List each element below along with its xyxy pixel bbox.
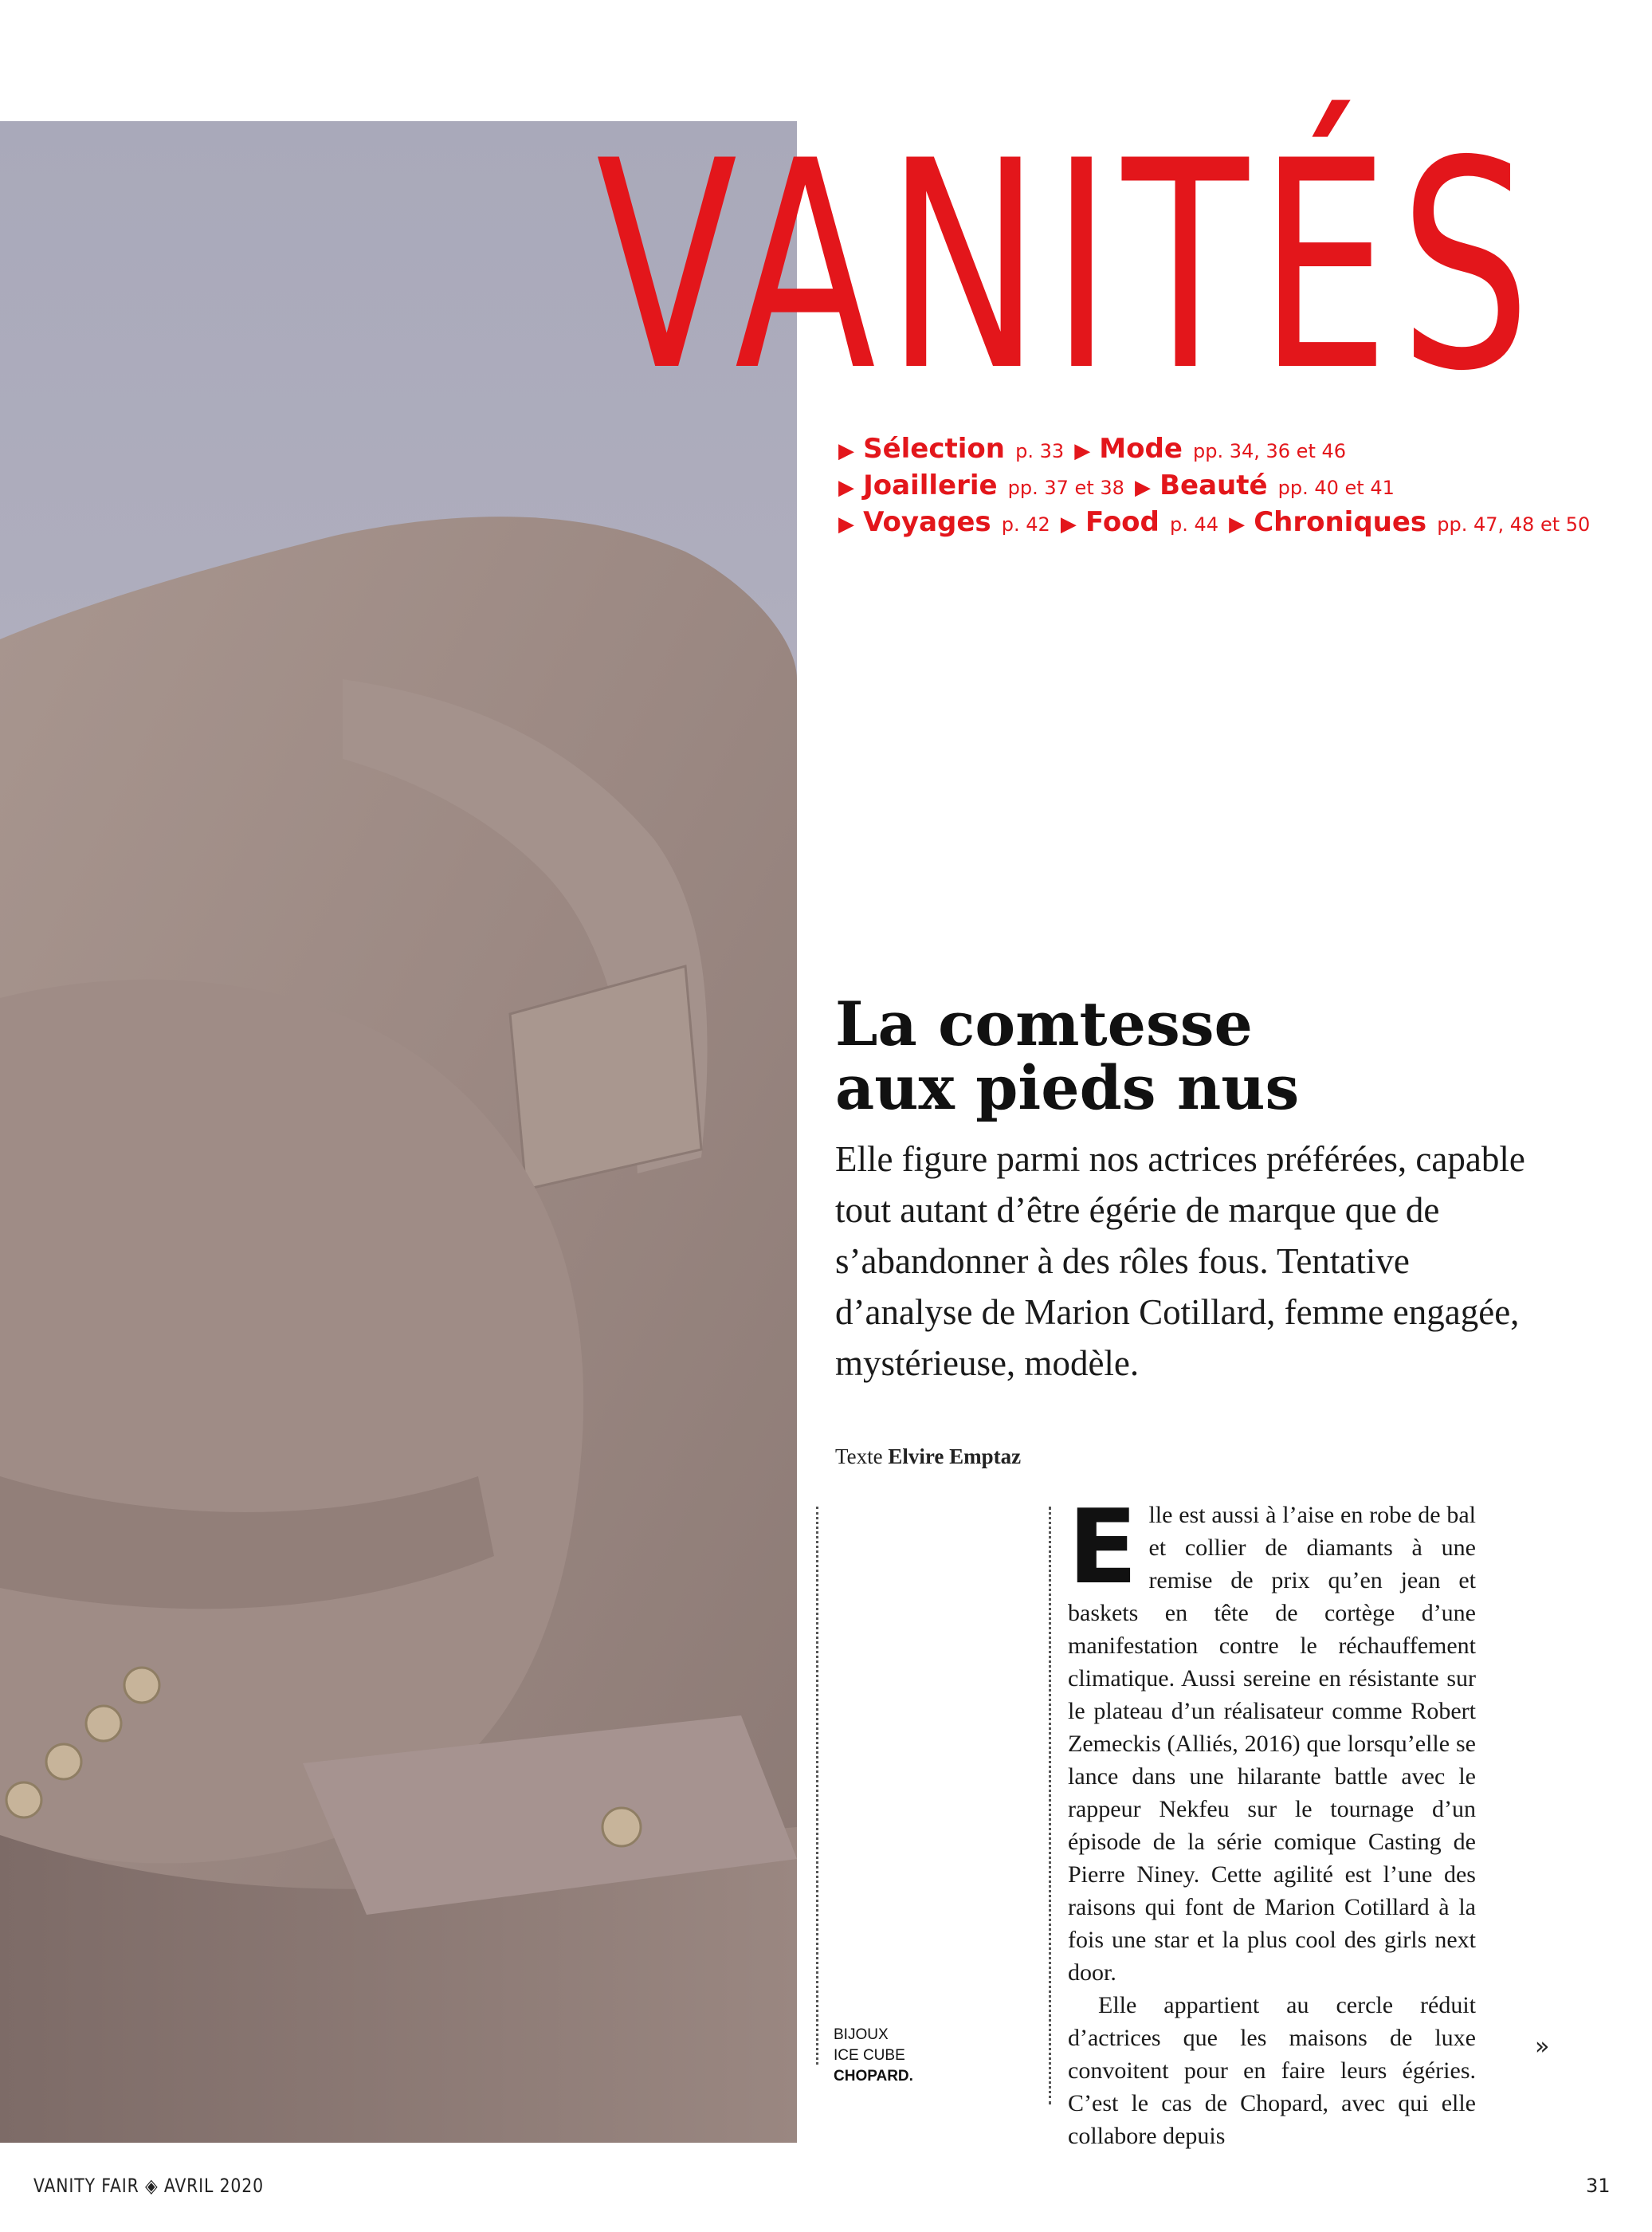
contents-entry[interactable] — [1060, 506, 1229, 538]
folio-magazine: VANITY FAIR ◈ AVRIL 2020 — [33, 2175, 264, 2197]
byline-author: Elvire Emptaz — [888, 1444, 1022, 1468]
triangle-right-icon: ▶ — [1135, 476, 1151, 500]
triangle-right-icon: ▶ — [838, 439, 854, 463]
contents-entry[interactable] — [1229, 506, 1596, 538]
contents-label: Joaillerie — [863, 470, 998, 501]
credit-brand: CHOPARD. — [834, 2068, 913, 2085]
article-headline — [835, 988, 1600, 1123]
contents-entry[interactable] — [838, 470, 1135, 501]
article-body — [1068, 1488, 1476, 2152]
triangle-right-icon: ▶ — [1060, 513, 1077, 536]
contents-label: Voyages — [863, 506, 991, 538]
contents-pages: pp. 34, 36 et 46 — [1192, 440, 1347, 462]
section-contents — [838, 430, 1627, 540]
paragraph-text: Elle appartient au cercle réduit d’actrices que les maisons de luxe convoitent pour en faire leurs égéries. C’est le cas de Chopard, avec qui elle collabore depuis — [1068, 1992, 1476, 2149]
contents-line — [838, 467, 1627, 504]
credit-line: BIJOUX — [834, 2026, 889, 2043]
contents-line — [838, 504, 1627, 540]
contents-pages: p. 42 — [1001, 513, 1050, 536]
contents-pages: p. 44 — [1169, 513, 1218, 536]
triangle-right-icon: ▶ — [838, 476, 854, 500]
headline-line: aux pieds nus — [835, 1052, 1300, 1123]
contents-pages: p. 33 — [1015, 440, 1065, 462]
paragraph-text: lle est aussi à l’aise en robe de bal et collier de diamants à une remise de prix qu’en jean et baskets en tête de cortège d’une manifestation contre le réchauffement climatique. Aussi sereine en résistante sur le plateau d’un réalisateur comme Robert Zemeckis (Alliés, 2016) que lorsqu’elle se lance dans une hilarante battle avec le rappeur Nekfeu sur le tournage d’un épisode de la série comique Casting de Pierre Niney. Cette agilité est l’une des raisons qui font de Marion Cotillard à la fois une star et la plus cool des girls next door. — [1068, 1502, 1476, 1986]
contents-entry[interactable] — [1135, 470, 1401, 501]
column-divider — [1049, 1507, 1051, 2104]
contents-label: Mode — [1099, 433, 1183, 465]
contents-pages: pp. 47, 48 et 50 — [1437, 513, 1591, 536]
contents-line — [838, 430, 1627, 467]
contents-pages: pp. 37 et 38 — [1007, 477, 1124, 499]
article-byline — [835, 1444, 1021, 1469]
contents-label: Chroniques — [1254, 506, 1427, 538]
contents-entry[interactable] — [1074, 433, 1352, 465]
headline-line: La comtesse — [835, 988, 1253, 1059]
body-paragraph — [1068, 1488, 1476, 1989]
contents-label: Sélection — [863, 433, 1005, 465]
article-standfirst: Elle figure parmi nos actrices préférées, capable tout autant d’être égérie de marque que de s’abandonner à des rôles fous. Tentative d’analyse de Marion Cotillard, femme engagée, mystérieuse, modèle. — [835, 1139, 1525, 1383]
body-paragraph — [1068, 1989, 1476, 2152]
byline-prefix: Texte — [835, 1444, 883, 1468]
contents-entry[interactable] — [838, 433, 1074, 465]
contents-pages: pp. 40 et 41 — [1277, 477, 1395, 499]
contents-entry[interactable] — [838, 506, 1061, 538]
credit-line: ICE CUBE — [834, 2047, 905, 2064]
triangle-right-icon: ▶ — [1229, 513, 1246, 536]
section-masthead: VANITÉS — [596, 100, 1541, 434]
contents-label: Beauté — [1160, 470, 1268, 501]
photo-credit — [834, 2025, 913, 2087]
contents-label: Food — [1085, 506, 1160, 538]
column-divider — [816, 1507, 818, 2065]
folio-page-number: 31 — [1586, 2175, 1611, 2197]
continue-arrow-icon: » — [1535, 2033, 1550, 2061]
triangle-right-icon: ▶ — [838, 513, 854, 536]
drop-cap: E — [1068, 1488, 1138, 1607]
triangle-right-icon: ▶ — [1074, 439, 1091, 463]
